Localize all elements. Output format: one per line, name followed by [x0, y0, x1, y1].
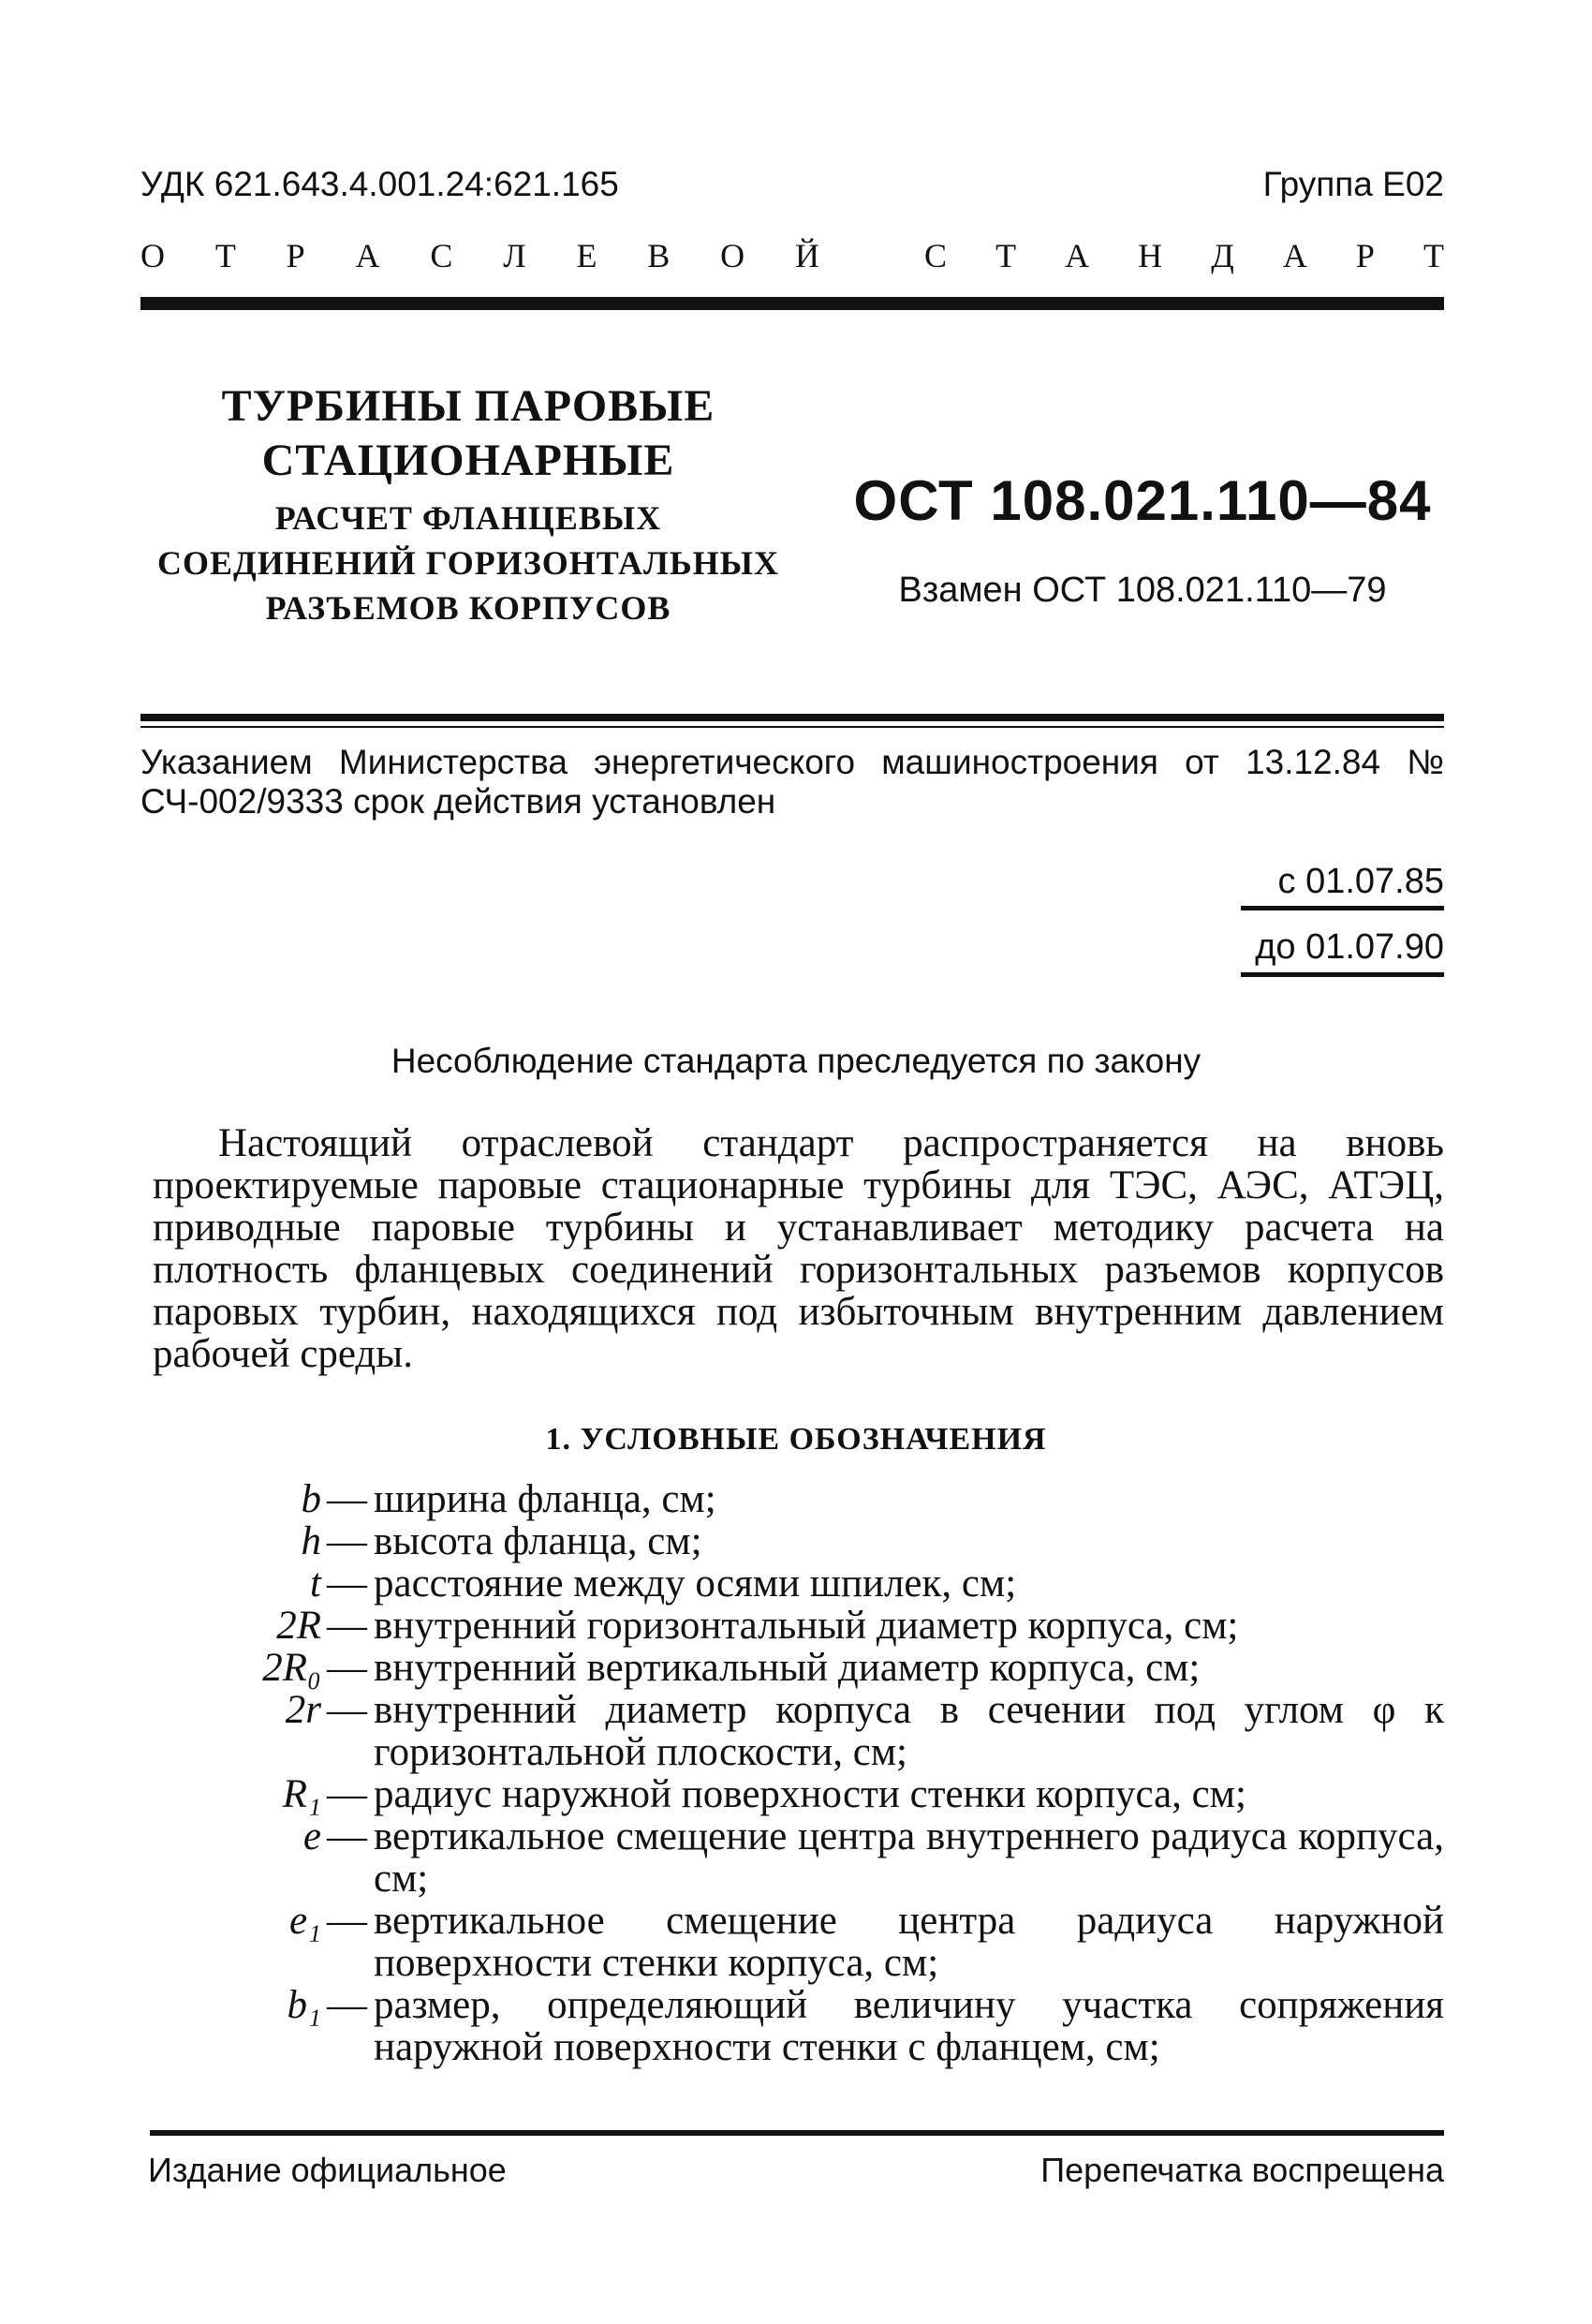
definition-symbol: b — [301, 1477, 321, 1521]
definition-text: внутренний горизонтальный диаметр корпуса, см; — [374, 1604, 1239, 1648]
definition-dash: — — [327, 1646, 367, 1690]
standard-code-block — [843, 468, 1442, 611]
label-letter: Д — [1211, 237, 1234, 274]
label-letter: С — [430, 237, 453, 274]
definition-symbol: 2r — [285, 1688, 321, 1732]
label-letter: А — [355, 237, 380, 274]
definition-dash: — — [327, 1899, 367, 1943]
definition-symbol: e — [302, 1814, 321, 1858]
definition-item — [153, 1689, 1444, 1773]
definition-item — [153, 1900, 1444, 1984]
label-letter: Р — [286, 237, 305, 274]
bottom-divider — [150, 2130, 1444, 2136]
definition-text: радиус наружной поверхности стенки корпуса, см; — [374, 1772, 1246, 1816]
definition-text: ширина фланца, см; — [374, 1477, 716, 1521]
definition-text: размер, определяющий величину участка сопряжения наружной поверхности стенки с фланцем, см; — [374, 1983, 1444, 2069]
definition-symbol: b₁ — [287, 1983, 321, 2027]
label-letter: Т — [995, 237, 1017, 274]
definition-text: высота фланца, см; — [374, 1519, 702, 1563]
validity-end-date: до 01.07.90 — [1255, 927, 1444, 967]
top-divider — [140, 297, 1444, 310]
definition-text: внутренний диаметр корпуса в сечении под углом φ к горизонтальной плоскости, см; — [374, 1688, 1444, 1774]
definition-text: вертикальное смещение центра радиуса наружной поверхности стенки корпуса, см; — [374, 1899, 1444, 1985]
definition-dash: — — [327, 1477, 367, 1521]
label-letter: В — [647, 237, 671, 274]
replaces-standard: Взамен ОСТ 108.021.110—79 — [898, 570, 1387, 610]
official-edition-note: Издание официальное — [148, 2151, 507, 2189]
definition-item — [153, 1984, 1444, 2068]
standard-number: ОСТ 108.021.110—84 — [853, 469, 1432, 532]
document-title — [131, 379, 805, 630]
definition-dash: — — [327, 1519, 367, 1563]
definition-dash: — — [327, 1562, 367, 1606]
label-letter: А — [1065, 237, 1090, 274]
title-line-1: ТУРБИНЫ ПАРОВЫЕ — [221, 381, 715, 431]
definition-symbol: h — [301, 1519, 321, 1563]
label-letter: С — [924, 237, 948, 274]
definition-item — [153, 1478, 1444, 1520]
definition-item — [153, 1562, 1444, 1605]
label-letter: О — [140, 237, 165, 274]
definition-item — [153, 1520, 1444, 1562]
definition-text: вертикальное смещение центра внутреннего радиуса корпуса, см; — [374, 1814, 1444, 1901]
definition-dash: — — [327, 1814, 367, 1858]
definition-symbol: 2R₀ — [262, 1646, 321, 1690]
middle-divider-thin — [140, 726, 1444, 728]
label-letter: Т — [214, 237, 236, 274]
subtitle-line-2: СОЕДИНЕНИЙ ГОРИЗОНТАЛЬНЫХ — [157, 544, 779, 582]
middle-divider — [140, 714, 1444, 721]
label-letter: А — [1282, 237, 1307, 274]
definition-dash: — — [327, 1983, 367, 2027]
definition-item — [153, 1773, 1444, 1815]
group-code: Группа Е02 — [1262, 165, 1444, 203]
definition-symbol: e₁ — [288, 1899, 321, 1943]
validity-end-underline — [1241, 972, 1444, 977]
definition-item — [153, 1605, 1444, 1647]
label-word-standard — [924, 236, 1444, 275]
ministry-order: Указанием Министерства энергетического машиностроения от 13.12.84 № СЧ-002/9333 срок действия установлен — [140, 743, 1444, 821]
introduction-paragraph: Настоящий отраслевой стандарт распространяется на вновь проектируемые паровые стационарные турбины для ТЭС, АЭС, АТЭЦ, приводные паровые турбины и устанавливает методику расчета на плотность фланцевых соединений горизонтальных разъемов корпусов паровых турбин, находящихся под избыточным внутренним давлением рабочей среды. — [153, 1121, 1444, 1376]
definition-dash: — — [327, 1772, 367, 1816]
definition-symbol: R₁ — [282, 1772, 321, 1816]
label-letter: Е — [576, 237, 597, 274]
label-letter: Й — [794, 237, 819, 274]
definitions-list — [153, 1478, 1444, 2068]
section-title: 1. УСЛОВНЫЕ ОБОЗНАЧЕНИЯ — [545, 1422, 1047, 1457]
law-notice: Несоблюдение стандарта преследуется по закону — [391, 1042, 1201, 1080]
validity-start-underline — [1241, 906, 1444, 910]
definition-dash: — — [327, 1604, 367, 1648]
subtitle-line-1: РАСЧЕТ ФЛАНЦЕВЫХ — [274, 499, 662, 537]
industry-standard-label — [140, 236, 1444, 275]
validity-start-date: с 01.07.85 — [1277, 862, 1444, 901]
label-word-industry — [140, 236, 819, 275]
label-letter: Л — [503, 237, 526, 274]
definition-text: внутренний вертикальный диаметр корпуса, см; — [374, 1646, 1201, 1690]
title-line-2: СТАЦИОНАРНЫЕ — [261, 436, 675, 485]
label-letter: О — [720, 237, 745, 274]
definition-symbol: 2R — [276, 1604, 321, 1648]
udk-code: УДК 621.643.4.001.24:621.165 — [140, 165, 619, 203]
label-letter: Т — [1422, 237, 1444, 274]
definition-item — [153, 1815, 1444, 1900]
definition-symbol: t — [310, 1562, 321, 1606]
subtitle-line-3: РАЗЪЕМОВ КОРПУСОВ — [265, 589, 671, 627]
definition-text: расстояние между осями шпилек, см; — [374, 1562, 1017, 1606]
reprint-prohibited-note: Перепечатка воспрещена — [1040, 2151, 1444, 2189]
label-letter: Н — [1138, 237, 1163, 274]
label-letter: Р — [1355, 237, 1375, 274]
definition-dash: — — [327, 1688, 367, 1732]
definition-item — [153, 1647, 1444, 1689]
